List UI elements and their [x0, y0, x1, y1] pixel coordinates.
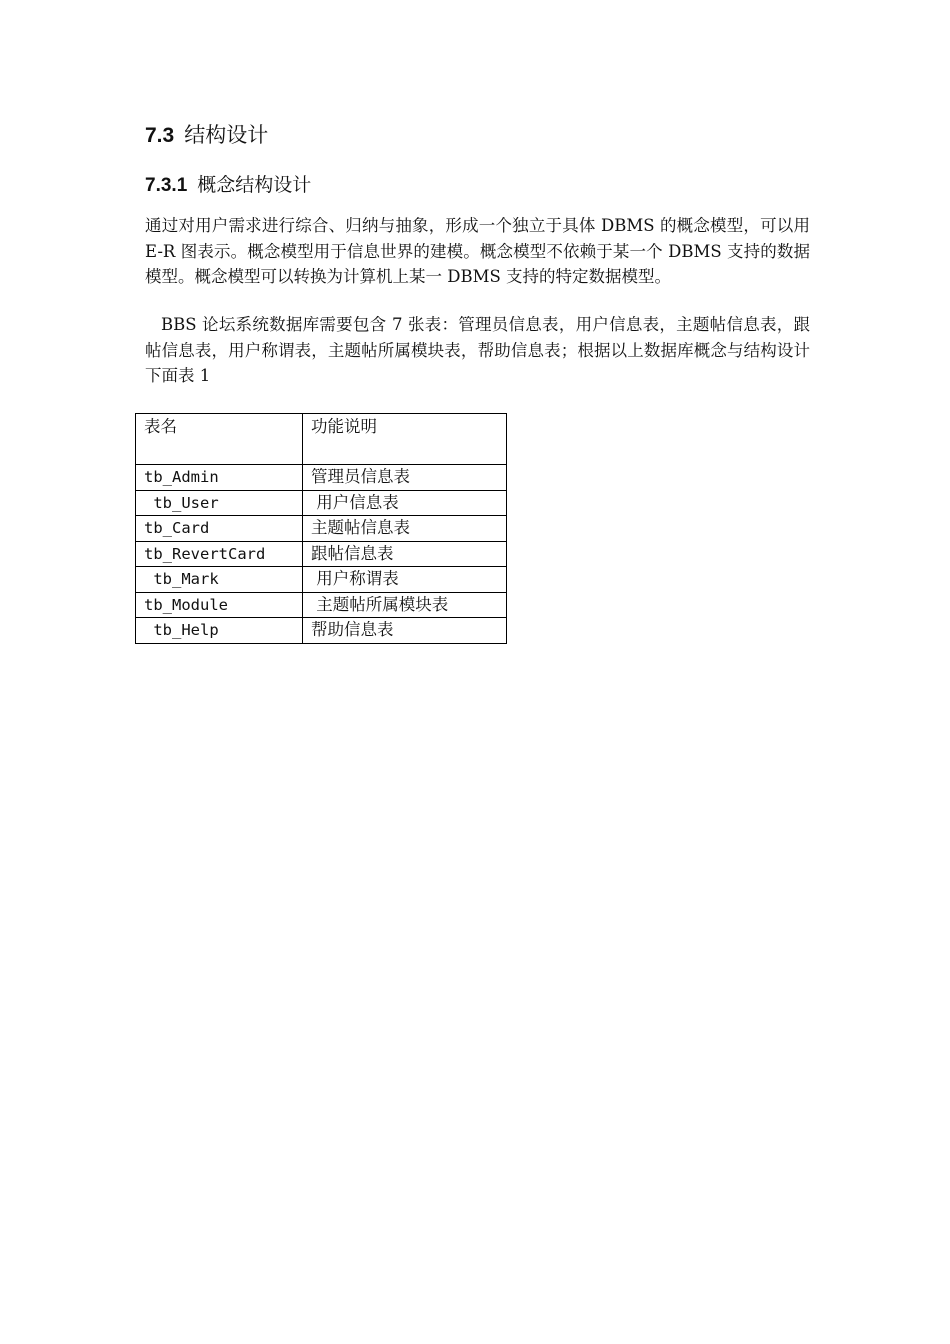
- description-cell: 主题帖信息表: [303, 516, 507, 542]
- description-cell: 用户信息表: [303, 490, 507, 516]
- table-header-row: [136, 414, 507, 465]
- table-row: [136, 541, 507, 567]
- description-cell: 帮助信息表: [303, 618, 507, 644]
- table-name-cell: tb_Mark: [136, 567, 303, 593]
- subsection-title: 概念结构设计: [197, 174, 312, 196]
- table-name-cell: tb_Help: [136, 618, 303, 644]
- table-name-cell: tb_Card: [136, 516, 303, 542]
- description-cell: 主题帖所属模块表: [303, 592, 507, 618]
- table-name-cell: tb_RevertCard: [136, 541, 303, 567]
- table-row: [136, 516, 507, 542]
- table-name-cell: tb_Module: [136, 592, 303, 618]
- subsection-number: 7.3.1: [145, 175, 188, 196]
- table-name-cell: tb_Admin: [136, 465, 303, 491]
- header-table-name: 表名: [136, 414, 303, 465]
- table-list: [135, 413, 507, 644]
- section-title: 结构设计: [184, 123, 269, 147]
- section-heading: [145, 120, 268, 151]
- description-cell: 管理员信息表: [303, 465, 507, 491]
- paragraph-intro: 通过对用户需求进行综合、归纳与抽象，形成一个独立于具体 DBMS 的概念模型，可以用 E-R 图表示。概念模型用于信息世界的建模。概念模型不依赖于某一个 DBMS 支持的数据模型。概念模型可以转换为计算机上某一 DBMS 支持的特定数据模型。: [145, 216, 810, 286]
- table-name-cell: tb_User: [136, 490, 303, 516]
- paragraph-tables: BBS 论坛系统数据库需要包含 7 张表：管理员信息表，用户信息表，主题帖信息表，跟帖信息表，用户称谓表，主题帖所属模块表，帮助信息表；根据以上数据库概念与结构设计下面表 1: [145, 315, 810, 385]
- description-cell: 用户称谓表: [303, 567, 507, 593]
- table-row: [136, 567, 507, 593]
- table-row: [136, 592, 507, 618]
- section-number: 7.3: [145, 124, 175, 147]
- header-description: 功能说明: [303, 414, 507, 465]
- table-row: [136, 465, 507, 491]
- table-row: [136, 490, 507, 516]
- subsection-heading: [145, 171, 311, 200]
- description-cell: 跟帖信息表: [303, 541, 507, 567]
- table-row: [136, 618, 507, 644]
